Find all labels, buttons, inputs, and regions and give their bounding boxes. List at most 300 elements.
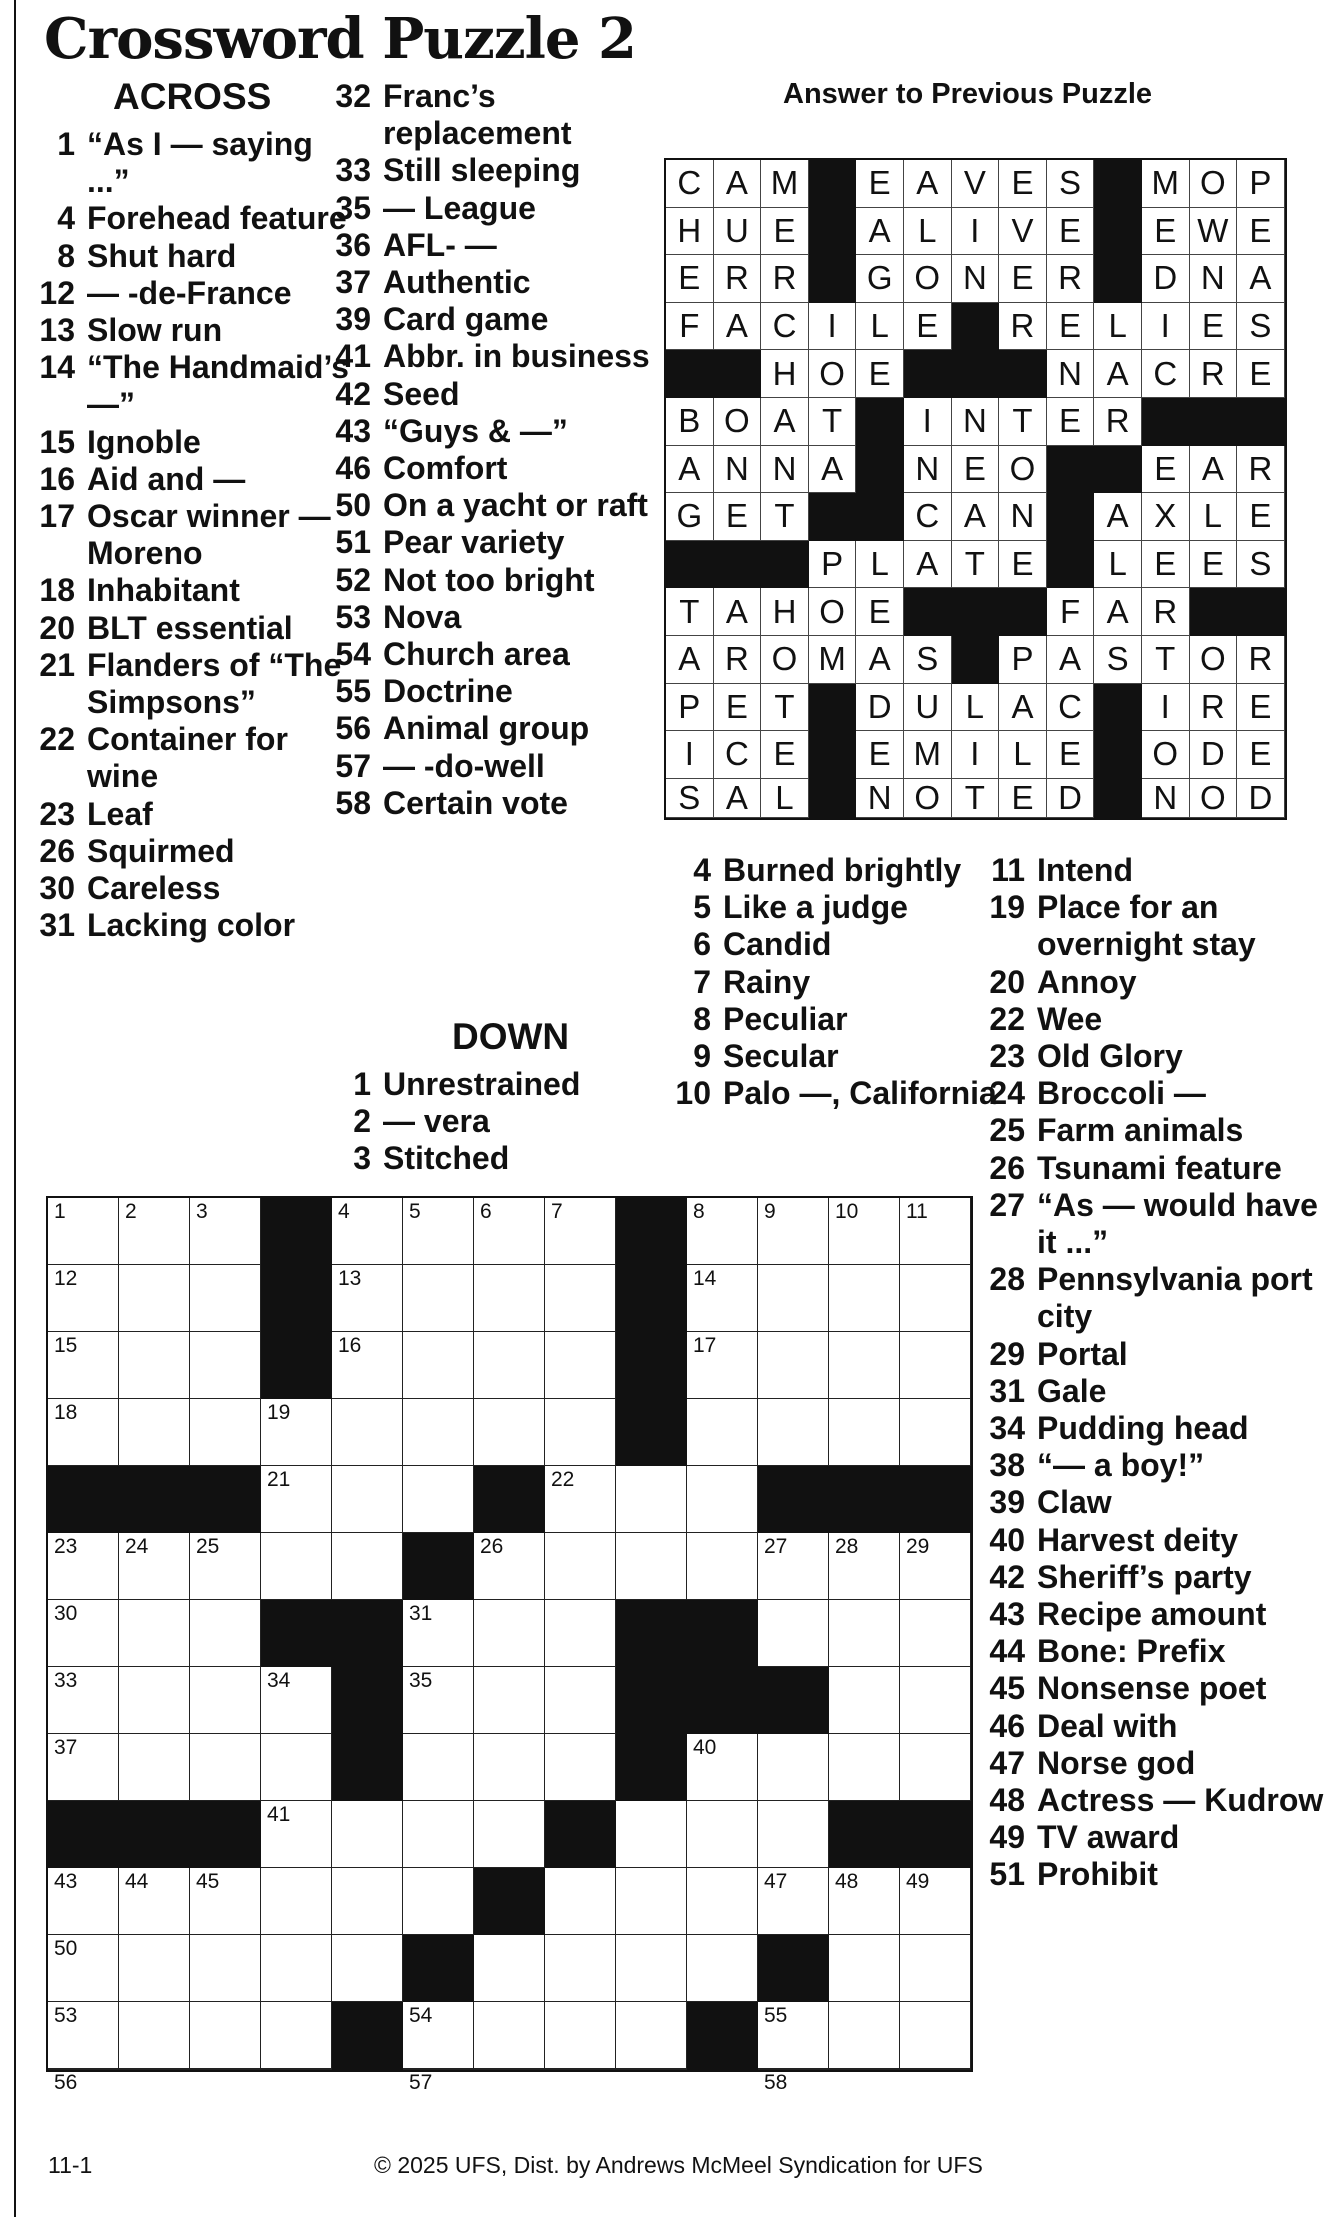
grid-black-square [829, 1466, 900, 1533]
clue-item [316, 524, 656, 561]
clue-number: 7 [693, 963, 711, 1000]
answer-black-square [1190, 588, 1238, 636]
grid-cell[interactable] [190, 1265, 261, 1332]
grid-cell[interactable] [687, 1801, 758, 1868]
grid-cell[interactable] [829, 2069, 900, 2070]
grid-cell[interactable] [190, 2069, 261, 2070]
grid-cell-number: 56 [54, 2071, 78, 2094]
grid-cell[interactable] [119, 2069, 190, 2070]
answer-letter-cell: A [1237, 255, 1285, 303]
grid-cell[interactable] [900, 1533, 971, 1600]
grid-cell[interactable] [687, 1734, 758, 1801]
grid-cell[interactable] [119, 1667, 190, 1734]
answer-letter-cell: A [952, 493, 1000, 541]
grid-cell[interactable] [758, 1868, 829, 1935]
clue-text: Candid [723, 926, 832, 963]
clue-item [20, 312, 350, 349]
grid-cell[interactable] [900, 1734, 971, 1801]
clue-item [316, 785, 656, 822]
grid-cell[interactable] [900, 1935, 971, 2002]
grid-cell[interactable] [119, 1399, 190, 1466]
grid-cell[interactable] [261, 1667, 332, 1734]
grid-cell[interactable] [545, 1466, 616, 1533]
page-title: Crossword Puzzle 2 [44, 6, 636, 72]
grid-cell[interactable] [900, 1600, 971, 1667]
grid-black-square [261, 1332, 332, 1399]
grid-cell[interactable] [474, 1734, 545, 1801]
grid-cell[interactable] [48, 2069, 119, 2094]
grid-cell[interactable] [687, 1198, 758, 1265]
grid-black-square [190, 1466, 261, 1533]
page-left-rule [14, 0, 16, 2217]
grid-cell[interactable] [119, 1868, 190, 1935]
answer-letter-cell: F [666, 303, 714, 351]
clue-number: 30 [39, 870, 75, 907]
grid-cell[interactable] [261, 1399, 332, 1466]
grid-black-square [261, 1265, 332, 1332]
grid-cell[interactable] [616, 1801, 687, 1868]
grid-cell[interactable] [900, 1332, 971, 1399]
grid-cell[interactable] [474, 1935, 545, 2002]
grid-cell[interactable] [474, 1198, 545, 1265]
clue-number: 19 [989, 889, 1025, 926]
clue-text: Seed [383, 375, 460, 412]
grid-cell[interactable] [758, 1198, 829, 1265]
grid-cell-number: 6 [480, 1200, 492, 1223]
clue-text: Inhabitant [87, 572, 240, 609]
grid-cell[interactable] [403, 1466, 474, 1533]
clue-text: Nova [383, 598, 462, 635]
grid-cell[interactable] [403, 2002, 474, 2069]
clue-item [316, 1103, 656, 1140]
clue-number: 8 [693, 1000, 711, 1037]
grid-cell[interactable] [474, 1399, 545, 1466]
clue-text: Shut hard [87, 237, 237, 274]
grid-black-square [687, 1600, 758, 1667]
grid-cell[interactable] [190, 1533, 261, 1600]
grid-cell[interactable] [261, 1734, 332, 1801]
clue-text: Pear variety [383, 524, 565, 561]
grid-cell[interactable] [545, 1935, 616, 2002]
clue-text: “The Handmaid’s —” [87, 349, 349, 423]
clue-item [316, 152, 656, 189]
answer-black-square [666, 350, 714, 398]
grid-cell[interactable] [119, 1600, 190, 1667]
grid-cell[interactable] [474, 2069, 545, 2070]
grid-cell-number: 4 [338, 1200, 350, 1223]
grid-cell[interactable] [403, 1667, 474, 1734]
answer-letter-cell: D [856, 684, 904, 732]
grid-cell[interactable] [474, 2002, 545, 2069]
grid-cell-number: 14 [693, 1267, 717, 1290]
clue-number: 31 [989, 1372, 1025, 1409]
answer-letter-cell: R [1190, 350, 1238, 398]
answer-letter-cell: T [761, 684, 809, 732]
grid-cell[interactable] [900, 1265, 971, 1332]
answer-letter-cell: E [1237, 350, 1285, 398]
grid-cell-number: 31 [409, 1602, 433, 1625]
grid-cell-number: 21 [267, 1468, 291, 1491]
grid-cell[interactable] [403, 1801, 474, 1868]
clue-item [656, 926, 1001, 963]
answer-letter-cell: A [856, 636, 904, 684]
grid-cell-number: 43 [54, 1870, 78, 1893]
grid-cell[interactable] [403, 1868, 474, 1935]
answer-black-square [809, 684, 857, 732]
grid-cell[interactable] [190, 1399, 261, 1466]
grid-cell[interactable] [758, 1533, 829, 1600]
clue-item [656, 1075, 1001, 1112]
grid-cell[interactable] [190, 1734, 261, 1801]
grid-cell[interactable] [48, 1935, 119, 2002]
answer-letter-cell: O [809, 350, 857, 398]
clue-text: Ignoble [87, 423, 201, 460]
answer-letter-cell: E [1142, 446, 1190, 494]
clue-number: 44 [989, 1633, 1025, 1670]
grid-black-square [403, 1935, 474, 2002]
grid-cell[interactable] [48, 1734, 119, 1801]
clue-text: Intend [1037, 852, 1133, 888]
grid-cell[interactable] [119, 1533, 190, 1600]
grid-cell[interactable] [403, 1600, 474, 1667]
grid-cell-number: 19 [267, 1401, 291, 1424]
grid-cell[interactable] [758, 1332, 829, 1399]
grid-cell[interactable] [332, 1198, 403, 1265]
grid-cell[interactable] [545, 1667, 616, 1734]
answer-letter-cell: C [714, 731, 762, 779]
clue-text: Card game [383, 301, 549, 338]
answer-black-square [1094, 779, 1142, 818]
grid-cell[interactable] [687, 1868, 758, 1935]
answer-letter-cell: A [904, 160, 952, 208]
grid-cell[interactable] [829, 1935, 900, 2002]
clue-number: 36 [335, 226, 371, 263]
clue-number: 15 [39, 423, 75, 460]
clue-number: 6 [693, 926, 711, 963]
clue-text: Wee [1037, 1000, 1103, 1037]
grid-cell[interactable] [190, 1332, 261, 1399]
clue-item [970, 1484, 1330, 1521]
grid-cell[interactable] [474, 1265, 545, 1332]
answer-letter-cell: E [714, 684, 762, 732]
clue-text: Careless [87, 870, 221, 907]
clue-item [20, 349, 350, 423]
clue-text: Tsunami feature [1037, 1149, 1282, 1186]
clue-text: Not too bright [383, 561, 595, 598]
answer-letter-cell: L [1190, 493, 1238, 541]
grid-cell[interactable] [48, 2002, 119, 2069]
grid-cell[interactable] [261, 1935, 332, 2002]
grid-cell[interactable] [545, 1332, 616, 1399]
clue-text: Farm animals [1037, 1112, 1244, 1149]
clue-item [316, 301, 656, 338]
grid-cell[interactable] [616, 2002, 687, 2069]
grid-cell[interactable] [403, 1399, 474, 1466]
clue-item [20, 461, 350, 498]
grid-cell[interactable] [403, 2069, 474, 2094]
answer-letter-cell: E [999, 255, 1047, 303]
grid-cell[interactable] [758, 1265, 829, 1332]
clue-number: 33 [335, 152, 371, 189]
grid-cell[interactable] [545, 1533, 616, 1600]
grid-cell[interactable] [545, 1265, 616, 1332]
grid-cell[interactable] [829, 1399, 900, 1466]
grid-black-square [616, 1734, 687, 1801]
grid-cell[interactable] [261, 1466, 332, 1533]
grid-black-square [332, 1600, 403, 1667]
grid-cell[interactable] [474, 1332, 545, 1399]
grid-cell[interactable] [687, 1935, 758, 2002]
clue-item [970, 1150, 1330, 1187]
answer-letter-cell: L [1094, 303, 1142, 351]
answer-black-square [952, 350, 1000, 398]
grid-cell[interactable] [119, 1332, 190, 1399]
grid-cell[interactable] [829, 1265, 900, 1332]
grid-black-square [48, 1801, 119, 1868]
grid-cell[interactable] [829, 1868, 900, 1935]
grid-cell[interactable] [48, 1198, 119, 1265]
clue-item [970, 1633, 1330, 1670]
grid-cell[interactable] [119, 1198, 190, 1265]
grid-cell[interactable] [48, 1265, 119, 1332]
grid-cell[interactable] [758, 2002, 829, 2069]
grid-cell[interactable] [190, 1667, 261, 1734]
grid-cell[interactable] [616, 1868, 687, 1935]
grid-cell[interactable] [900, 1399, 971, 1466]
grid-cell[interactable] [616, 1533, 687, 1600]
grid-black-square [332, 1667, 403, 1734]
clue-number: 29 [989, 1335, 1025, 1372]
clue-number: 23 [39, 795, 75, 832]
grid-cell[interactable] [48, 1868, 119, 1935]
clue-text: — -do-well [383, 747, 545, 784]
grid-cell[interactable] [545, 1600, 616, 1667]
grid-cell-number: 40 [693, 1736, 717, 1759]
clue-text: “Guys & —” [383, 412, 568, 449]
answer-black-square [1047, 446, 1095, 494]
clue-number: 26 [39, 832, 75, 869]
grid-cell[interactable] [119, 2002, 190, 2069]
answer-letter-cell: N [999, 493, 1047, 541]
grid-cell[interactable] [545, 1198, 616, 1265]
clue-item [656, 964, 1001, 1001]
answer-black-square [809, 160, 857, 208]
grid-cell[interactable] [900, 1198, 971, 1265]
grid-cell[interactable] [687, 1265, 758, 1332]
answer-black-square [1094, 446, 1142, 494]
grid-cell[interactable] [829, 1533, 900, 1600]
grid-cell[interactable] [758, 1600, 829, 1667]
grid-cell[interactable] [900, 2002, 971, 2069]
grid-cell[interactable] [48, 1533, 119, 1600]
answer-letter-cell: N [761, 446, 809, 494]
clue-text: Pennsylvania port city [1037, 1261, 1313, 1335]
clue-item [970, 1670, 1330, 1707]
grid-cell[interactable] [758, 1801, 829, 1868]
grid-cell[interactable] [687, 1466, 758, 1533]
clue-item [20, 424, 350, 461]
answer-letter-cell: M [904, 731, 952, 779]
clue-number: 8 [57, 237, 75, 274]
clue-number: 28 [989, 1261, 1025, 1298]
across-clues-column-2 [316, 78, 656, 822]
grid-cell[interactable] [545, 2002, 616, 2069]
grid-cell[interactable] [829, 2002, 900, 2069]
grid-cell[interactable] [687, 1332, 758, 1399]
clue-number: 56 [335, 710, 371, 747]
grid-cell[interactable] [332, 1332, 403, 1399]
answer-letter-cell: T [1142, 636, 1190, 684]
grid-black-square [261, 1198, 332, 1265]
clue-item [316, 413, 656, 450]
grid-cell[interactable] [474, 1600, 545, 1667]
grid-cell[interactable] [545, 2069, 616, 2070]
answer-letter-cell: N [904, 446, 952, 494]
grid-cell[interactable] [687, 1399, 758, 1466]
grid-cell[interactable] [616, 1466, 687, 1533]
answer-letter-cell: E [856, 731, 904, 779]
clue-item [656, 852, 1001, 889]
grid-cell[interactable] [190, 1935, 261, 2002]
answer-letter-cell: A [666, 636, 714, 684]
grid-cell[interactable] [900, 1868, 971, 1935]
grid-cell[interactable] [48, 1667, 119, 1734]
answer-letter-cell: N [714, 446, 762, 494]
clue-text: AFL- — [383, 226, 497, 263]
grid-cell[interactable] [545, 1734, 616, 1801]
answer-letter-cell: E [856, 160, 904, 208]
answer-letter-cell: A [904, 541, 952, 589]
grid-cell[interactable] [261, 2002, 332, 2069]
grid-cell[interactable] [48, 1399, 119, 1466]
grid-cell[interactable] [829, 1667, 900, 1734]
answer-letter-cell: L [856, 541, 904, 589]
clue-text: Squirmed [87, 832, 235, 869]
clue-number: 40 [989, 1521, 1025, 1558]
clue-text: Portal [1037, 1335, 1128, 1372]
clue-item [970, 1261, 1330, 1335]
answer-letter-cell: O [1190, 636, 1238, 684]
grid-cell[interactable] [758, 2069, 829, 2094]
grid-cell[interactable] [900, 2069, 971, 2070]
grid-black-square [332, 2002, 403, 2069]
clue-text: Peculiar [723, 1000, 848, 1037]
answer-black-square [1047, 493, 1095, 541]
answer-letter-cell: R [1142, 588, 1190, 636]
grid-cell[interactable] [758, 1399, 829, 1466]
grid-cell-number: 26 [480, 1535, 504, 1558]
answer-letter-cell: E [999, 779, 1047, 818]
grid-cell[interactable] [119, 1935, 190, 2002]
grid-cell[interactable] [403, 1734, 474, 1801]
clue-text: Place for an overnight stay [1037, 889, 1256, 963]
grid-cell[interactable] [829, 1198, 900, 1265]
grid-cell[interactable] [403, 1265, 474, 1332]
grid-cell[interactable] [829, 1332, 900, 1399]
answer-black-square [952, 303, 1000, 351]
answer-letter-cell: T [666, 588, 714, 636]
grid-cell[interactable] [900, 1667, 971, 1734]
clue-item [316, 487, 656, 524]
grid-cell[interactable] [332, 1533, 403, 1600]
grid-cell[interactable] [190, 1868, 261, 1935]
grid-cell[interactable] [829, 1600, 900, 1667]
answer-letter-cell: E [856, 350, 904, 398]
grid-cell[interactable] [48, 1600, 119, 1667]
grid-cell[interactable] [545, 1868, 616, 1935]
grid-black-square [616, 1399, 687, 1466]
grid-cell[interactable] [403, 1198, 474, 1265]
clue-number: 51 [335, 524, 371, 561]
grid-cell[interactable] [332, 1935, 403, 2002]
grid-cell[interactable] [545, 1399, 616, 1466]
answer-letter-cell: E [1047, 303, 1095, 351]
grid-black-square [332, 2069, 403, 2070]
answer-black-square [1237, 588, 1285, 636]
grid-cell[interactable] [758, 1734, 829, 1801]
grid-cell[interactable] [119, 1265, 190, 1332]
grid-cell[interactable] [474, 1667, 545, 1734]
answer-black-square [1094, 208, 1142, 256]
grid-cell[interactable] [474, 1801, 545, 1868]
grid-cell[interactable] [332, 1265, 403, 1332]
previous-answer-title: Answer to Previous Puzzle [783, 78, 1153, 110]
clue-text: Church area [383, 636, 570, 673]
grid-cell[interactable] [332, 1868, 403, 1935]
clue-item [20, 238, 350, 275]
clue-number: 38 [989, 1447, 1025, 1484]
clue-text: Still sleeping [383, 152, 581, 189]
grid-cell[interactable] [332, 1466, 403, 1533]
answer-letter-cell: N [856, 779, 904, 818]
grid-cell[interactable] [403, 1332, 474, 1399]
answer-black-square [1094, 684, 1142, 732]
crossword-grid [46, 1196, 973, 2094]
grid-cell[interactable] [332, 1399, 403, 1466]
clue-number: 5 [693, 889, 711, 926]
grid-cell-number: 9 [764, 1200, 776, 1223]
grid-cell[interactable] [474, 1533, 545, 1600]
grid-cell-number: 58 [764, 2071, 788, 2094]
grid-cell[interactable] [190, 1198, 261, 1265]
clue-text: Broccoli — [1037, 1075, 1206, 1112]
grid-cell[interactable] [261, 1533, 332, 1600]
grid-cell[interactable] [48, 1332, 119, 1399]
answer-letter-cell: A [1094, 350, 1142, 398]
answer-letter-cell: X [1142, 493, 1190, 541]
clue-number: 9 [693, 1038, 711, 1075]
grid-cell-number: 15 [54, 1334, 78, 1357]
grid-cell[interactable] [332, 1801, 403, 1868]
grid-cell-number: 22 [551, 1468, 575, 1491]
clue-number: 26 [989, 1149, 1025, 1186]
grid-cell[interactable] [687, 1533, 758, 1600]
grid-cell-number: 24 [125, 1535, 149, 1558]
clue-text: Norse god [1037, 1744, 1196, 1781]
grid-cell[interactable] [190, 2002, 261, 2069]
grid-cell[interactable] [261, 1801, 332, 1868]
grid-cell[interactable] [261, 1868, 332, 1935]
answer-letter-cell: C [761, 303, 809, 351]
grid-cell[interactable] [616, 2069, 687, 2070]
clue-number: 39 [335, 301, 371, 338]
grid-cell[interactable] [616, 1935, 687, 2002]
grid-cell[interactable] [829, 1734, 900, 1801]
grid-cell[interactable] [190, 1600, 261, 1667]
clue-item [316, 599, 656, 636]
grid-cell[interactable] [119, 1734, 190, 1801]
grid-cell[interactable] [261, 2069, 332, 2070]
